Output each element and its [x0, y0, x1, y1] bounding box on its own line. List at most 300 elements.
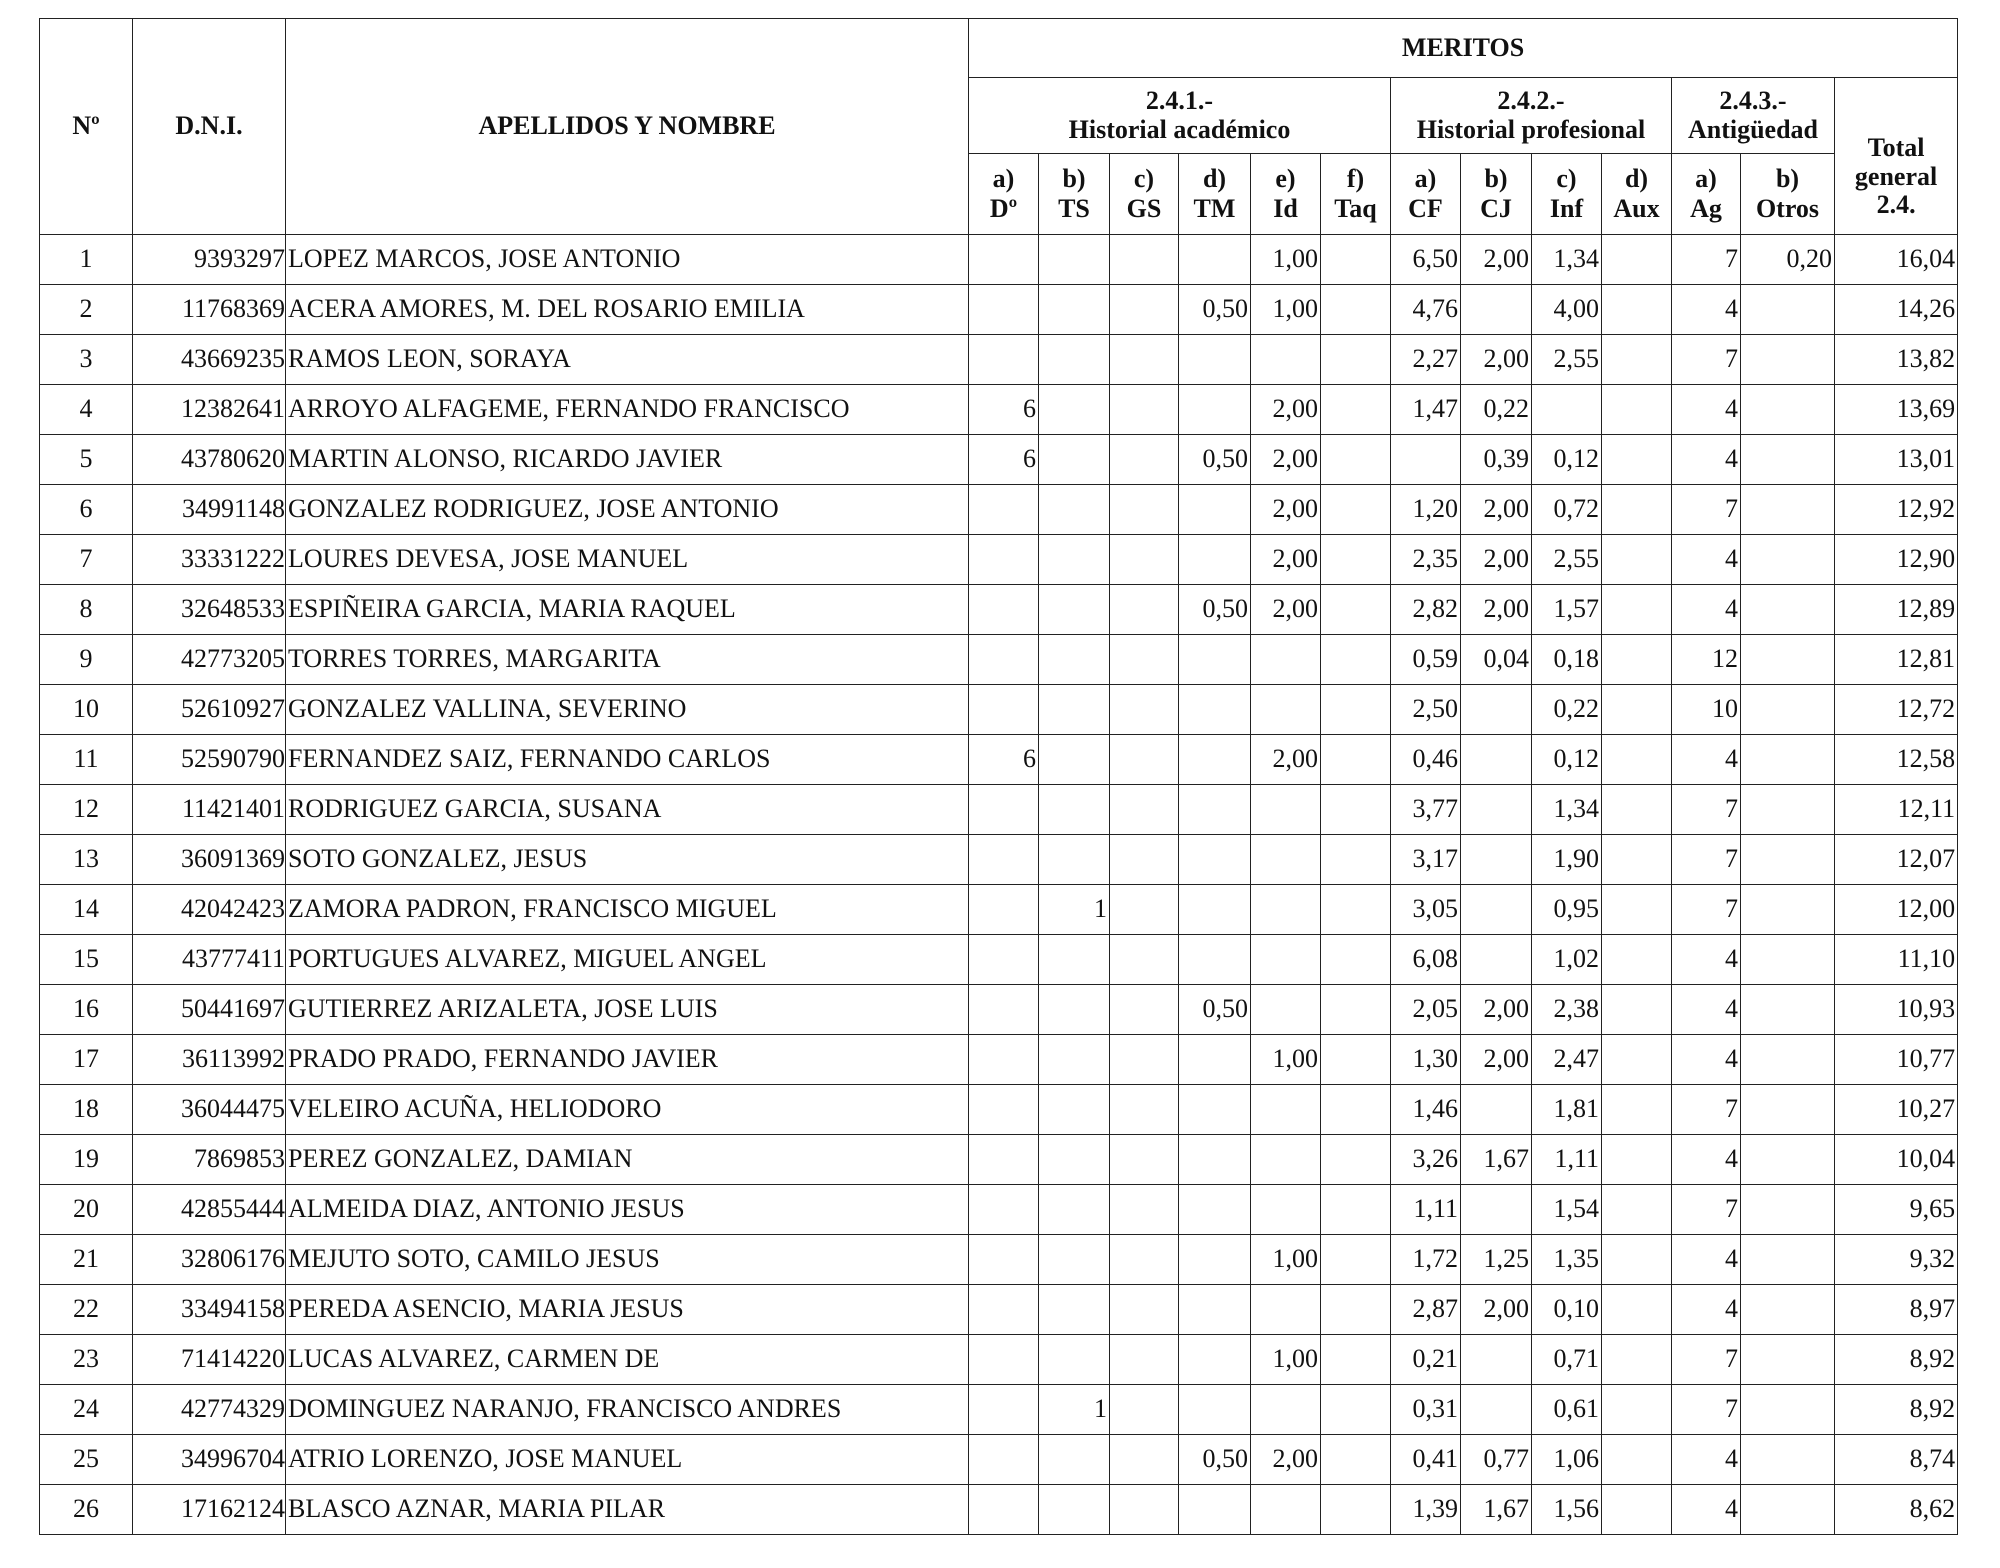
table-row — [40, 1285, 1958, 1335]
merit-cell — [1110, 1335, 1179, 1385]
merit-cell: 0,18 — [1532, 635, 1602, 685]
header-total — [1835, 78, 1958, 235]
merit-cell: 2,00 — [1251, 485, 1321, 535]
merit-cell — [969, 335, 1039, 385]
merit-cell — [1741, 1135, 1835, 1185]
merit-cell: 2,82 — [1391, 585, 1461, 635]
row-dni: 52590790 — [133, 735, 286, 785]
subheader-key: b) — [1775, 164, 1800, 194]
merit-cell — [1251, 1485, 1321, 1535]
merit-cell: 1,35 — [1532, 1235, 1602, 1285]
total-label: general — [1854, 161, 1938, 191]
merit-cell — [1039, 1485, 1110, 1535]
merit-cell: 1,57 — [1532, 585, 1602, 635]
merit-cell — [969, 835, 1039, 885]
merit-cell: 1,02 — [1532, 935, 1602, 985]
merit-cell: 4 — [1672, 385, 1741, 435]
subheader-d — [969, 154, 1039, 235]
row-total: 8,97 — [1835, 1285, 1958, 1335]
merit-cell: 2,00 — [1461, 1285, 1532, 1335]
row-name: VELEIRO ACUÑA, HELIODORO — [286, 1085, 969, 1135]
row-name: DOMINGUEZ NARANJO, FRANCISCO ANDRES — [286, 1385, 969, 1435]
merit-cell — [1321, 335, 1391, 385]
merit-cell — [1039, 1185, 1110, 1235]
table-row — [40, 1185, 1958, 1235]
merit-cell — [1741, 1335, 1835, 1385]
merit-cell — [1741, 585, 1835, 635]
merit-cell: 2,87 — [1391, 1285, 1461, 1335]
merit-cell: 1,46 — [1391, 1085, 1461, 1135]
row-dni: 43780620 — [133, 435, 286, 485]
merit-cell: 6 — [969, 435, 1039, 485]
merit-cell — [1321, 435, 1391, 485]
merit-cell — [1251, 1135, 1321, 1185]
merit-cell: 7 — [1672, 235, 1741, 285]
merit-cell: 1,00 — [1251, 1335, 1321, 1385]
row-number: 1 — [40, 235, 133, 285]
group-title: Historial académico — [1068, 114, 1291, 144]
merit-cell — [969, 1285, 1039, 1335]
merit-cell: 2,00 — [1251, 535, 1321, 585]
row-name: BLASCO AZNAR, MARIA PILAR — [286, 1485, 969, 1535]
merit-cell — [1461, 785, 1532, 835]
merit-cell: 0,22 — [1532, 685, 1602, 735]
merit-cell — [1461, 935, 1532, 985]
header-antiguedad — [1672, 78, 1835, 154]
merit-cell — [969, 885, 1039, 935]
merit-cell — [1741, 1385, 1835, 1435]
merit-cell — [1110, 635, 1179, 685]
subheader-label: Id — [1273, 194, 1298, 223]
merit-cell — [969, 1085, 1039, 1135]
merit-cell: 1,39 — [1391, 1485, 1461, 1535]
row-total: 10,27 — [1835, 1085, 1958, 1135]
merit-cell: 7 — [1672, 835, 1741, 885]
row-total: 10,77 — [1835, 1035, 1958, 1085]
subheader-inf — [1532, 154, 1602, 235]
merit-cell — [1741, 735, 1835, 785]
merit-cell — [1602, 1385, 1672, 1435]
merit-cell: 0,31 — [1391, 1385, 1461, 1435]
merit-cell — [1179, 1035, 1251, 1085]
row-total: 8,62 — [1835, 1485, 1958, 1535]
row-dni: 43777411 — [133, 935, 286, 985]
row-name: MARTIN ALONSO, RICARDO JAVIER — [286, 435, 969, 485]
merit-cell — [1110, 585, 1179, 635]
table-row — [40, 885, 1958, 935]
row-name: GONZALEZ VALLINA, SEVERINO — [286, 685, 969, 735]
merit-cell — [969, 285, 1039, 335]
merit-cell — [1461, 1385, 1532, 1435]
merit-cell — [1321, 1135, 1391, 1185]
merit-cell: 2,00 — [1251, 435, 1321, 485]
merit-cell — [1741, 1085, 1835, 1135]
row-number: 6 — [40, 485, 133, 535]
row-number: 21 — [40, 1235, 133, 1285]
merit-cell: 1,11 — [1391, 1185, 1461, 1235]
merit-cell — [1039, 1285, 1110, 1335]
merit-cell: 6 — [969, 735, 1039, 785]
merit-cell — [1110, 835, 1179, 885]
table-row — [40, 535, 1958, 585]
merit-cell — [1741, 485, 1835, 535]
row-dni: 36091369 — [133, 835, 286, 885]
row-number: 4 — [40, 385, 133, 435]
merit-cell — [1741, 1185, 1835, 1235]
row-name: TORRES TORRES, MARGARITA — [286, 635, 969, 685]
merit-cell: 2,00 — [1251, 1435, 1321, 1485]
merit-cell — [1110, 1435, 1179, 1485]
subheader-label: CJ — [1480, 194, 1512, 223]
row-total: 8,92 — [1835, 1335, 1958, 1385]
merit-cell — [1039, 285, 1110, 335]
merit-cell: 1,00 — [1251, 1235, 1321, 1285]
merit-cell: 1,67 — [1461, 1485, 1532, 1535]
subheader-ts — [1039, 154, 1110, 235]
merit-cell — [1321, 985, 1391, 1035]
total-label: 2.4. — [1876, 190, 1916, 220]
subheader-key: d) — [1624, 164, 1649, 194]
merit-cell: 2,00 — [1461, 535, 1532, 585]
merit-cell: 0,95 — [1532, 885, 1602, 935]
merit-cell: 0,22 — [1461, 385, 1532, 435]
subheader-tm — [1179, 154, 1251, 235]
merit-cell — [1179, 1085, 1251, 1135]
subheader-key: c) — [1556, 164, 1577, 194]
merit-cell: 2,00 — [1251, 385, 1321, 435]
row-name: PEREDA ASENCIO, MARIA JESUS — [286, 1285, 969, 1335]
row-name: GUTIERREZ ARIZALETA, JOSE LUIS — [286, 985, 969, 1035]
merit-cell — [1039, 1035, 1110, 1085]
merit-cell — [1741, 685, 1835, 735]
merit-cell — [1110, 885, 1179, 935]
merit-cell — [1179, 1385, 1251, 1435]
merit-cell — [1741, 935, 1835, 985]
merit-cell: 1,81 — [1532, 1085, 1602, 1135]
merit-cell: 0,77 — [1461, 1435, 1532, 1485]
row-dni: 42042423 — [133, 885, 286, 935]
group-title: Antigüedad — [1687, 114, 1819, 144]
row-dni: 34996704 — [133, 1435, 286, 1485]
merit-cell: 1,72 — [1391, 1235, 1461, 1285]
merit-cell — [1110, 1485, 1179, 1535]
table-row — [40, 485, 1958, 535]
merit-cell — [1039, 685, 1110, 735]
merit-cell — [969, 1035, 1039, 1085]
subheader-label: Ag — [1690, 194, 1722, 223]
merit-cell — [1110, 1185, 1179, 1235]
merit-cell: 4 — [1672, 1435, 1741, 1485]
merit-cell: 0,72 — [1532, 485, 1602, 535]
merit-cell — [1391, 435, 1461, 485]
merit-cell — [1321, 285, 1391, 335]
subheader-label: Taq — [1334, 194, 1377, 223]
merit-cell: 0,50 — [1179, 435, 1251, 485]
subheader-id — [1251, 154, 1321, 235]
table-row — [40, 1435, 1958, 1485]
merit-cell: 0,04 — [1461, 635, 1532, 685]
merit-cell: 2,00 — [1251, 585, 1321, 635]
merit-cell — [1179, 685, 1251, 735]
merit-cell — [1321, 1235, 1391, 1285]
merit-cell — [1461, 1335, 1532, 1385]
merit-cell — [1321, 385, 1391, 435]
merit-cell — [1602, 335, 1672, 385]
header-meritos: MERITOS — [969, 19, 1958, 78]
row-total: 12,81 — [1835, 635, 1958, 685]
row-dni: 71414220 — [133, 1335, 286, 1385]
merit-cell: 1,34 — [1532, 785, 1602, 835]
row-number: 20 — [40, 1185, 133, 1235]
merit-cell — [1602, 1285, 1672, 1335]
merit-cell — [1110, 1235, 1179, 1285]
merit-cell: 6 — [969, 385, 1039, 435]
merit-cell — [1741, 785, 1835, 835]
merit-cell — [1461, 285, 1532, 335]
merit-cell: 2,00 — [1461, 335, 1532, 385]
row-total: 12,00 — [1835, 885, 1958, 935]
merit-cell — [1741, 535, 1835, 585]
table-row — [40, 1335, 1958, 1385]
row-name: FERNANDEZ SAIZ, FERNANDO CARLOS — [286, 735, 969, 785]
merit-cell — [1039, 1235, 1110, 1285]
merit-cell — [969, 1435, 1039, 1485]
merit-cell — [1741, 885, 1835, 935]
merit-cell: 4 — [1672, 435, 1741, 485]
merit-cell — [1602, 385, 1672, 435]
table-row — [40, 785, 1958, 835]
merit-cell — [1602, 635, 1672, 685]
merit-cell: 3,77 — [1391, 785, 1461, 835]
merit-cell: 2,00 — [1461, 585, 1532, 635]
row-number: 15 — [40, 935, 133, 985]
merit-cell: 6,08 — [1391, 935, 1461, 985]
row-total: 11,10 — [1835, 935, 1958, 985]
row-total: 14,26 — [1835, 285, 1958, 335]
merit-cell — [1321, 1485, 1391, 1535]
merit-cell: 1 — [1039, 1385, 1110, 1435]
merit-cell — [1039, 1435, 1110, 1485]
row-number: 16 — [40, 985, 133, 1035]
merit-cell: 4 — [1672, 1135, 1741, 1185]
merit-cell — [1039, 335, 1110, 385]
subheader-key: e) — [1275, 164, 1296, 194]
merit-cell — [1110, 385, 1179, 435]
subheader-label: Inf — [1549, 194, 1584, 223]
merit-cell: 2,00 — [1461, 235, 1532, 285]
row-name: ESPIÑEIRA GARCIA, MARIA RAQUEL — [286, 585, 969, 635]
merit-cell — [1251, 785, 1321, 835]
row-dni: 42855444 — [133, 1185, 286, 1235]
merit-cell: 0,41 — [1391, 1435, 1461, 1485]
merit-cell: 3,26 — [1391, 1135, 1461, 1185]
row-name: RAMOS LEON, SORAYA — [286, 335, 969, 385]
merit-cell — [1321, 1185, 1391, 1235]
merit-cell: 1,30 — [1391, 1035, 1461, 1085]
merit-cell — [1110, 1135, 1179, 1185]
merit-cell — [1251, 1385, 1321, 1435]
merit-cell: 7 — [1672, 485, 1741, 535]
group-code: 2.4.1.- — [1145, 85, 1214, 115]
merit-cell: 1 — [1039, 885, 1110, 935]
merit-cell — [1602, 935, 1672, 985]
row-total: 13,69 — [1835, 385, 1958, 435]
merit-cell: 2,55 — [1532, 535, 1602, 585]
merit-cell: 2,05 — [1391, 985, 1461, 1035]
row-total: 12,89 — [1835, 585, 1958, 635]
merit-cell — [1602, 235, 1672, 285]
merit-cell: 7 — [1672, 1335, 1741, 1385]
row-number: 5 — [40, 435, 133, 485]
merit-cell — [1179, 1135, 1251, 1185]
merit-cell — [1179, 785, 1251, 835]
row-total: 12,90 — [1835, 535, 1958, 585]
row-name: ALMEIDA DIAZ, ANTONIO JESUS — [286, 1185, 969, 1235]
row-total: 12,11 — [1835, 785, 1958, 835]
row-dni: 42774329 — [133, 1385, 286, 1435]
merit-cell — [1602, 435, 1672, 485]
row-number: 23 — [40, 1335, 133, 1385]
merit-cell — [969, 1235, 1039, 1285]
merit-cell: 1,47 — [1391, 385, 1461, 435]
merit-cell — [969, 685, 1039, 735]
row-total: 8,74 — [1835, 1435, 1958, 1485]
merit-cell — [1179, 235, 1251, 285]
subheader-ag — [1672, 154, 1741, 235]
merit-cell: 2,47 — [1532, 1035, 1602, 1085]
merit-cell: 4 — [1672, 935, 1741, 985]
merit-cell: 7 — [1672, 1085, 1741, 1135]
merit-cell: 2,55 — [1532, 335, 1602, 385]
row-name: LOURES DEVESA, JOSE MANUEL — [286, 535, 969, 585]
row-number: 25 — [40, 1435, 133, 1485]
subheader-gs — [1110, 154, 1179, 235]
merit-cell: 7 — [1672, 785, 1741, 835]
merit-cell — [1179, 385, 1251, 435]
row-dni: 50441697 — [133, 985, 286, 1035]
merit-cell: 1,00 — [1251, 285, 1321, 335]
row-name: ACERA AMORES, M. DEL ROSARIO EMILIA — [286, 285, 969, 335]
row-number: 22 — [40, 1285, 133, 1335]
merit-cell: 0,46 — [1391, 735, 1461, 785]
header-dni: D.N.I. — [133, 19, 286, 235]
table-row — [40, 385, 1958, 435]
table-row — [40, 235, 1958, 285]
table-row — [40, 285, 1958, 335]
merit-cell — [1321, 1435, 1391, 1485]
merit-cell — [1602, 1185, 1672, 1235]
merit-cell — [1110, 435, 1179, 485]
merit-cell — [1039, 235, 1110, 285]
merit-cell: 2,00 — [1461, 985, 1532, 1035]
row-total: 13,82 — [1835, 335, 1958, 385]
row-number: 18 — [40, 1085, 133, 1135]
subheader-key: a) — [992, 164, 1015, 194]
merit-cell — [1602, 685, 1672, 735]
row-dni: 42773205 — [133, 635, 286, 685]
subheader-otros — [1741, 154, 1835, 235]
merit-cell — [1741, 285, 1835, 335]
merit-cell: 4 — [1672, 985, 1741, 1035]
merit-cell — [1602, 535, 1672, 585]
table-row — [40, 585, 1958, 635]
group-code: 2.4.3.- — [1719, 85, 1787, 115]
merit-cell — [1110, 1085, 1179, 1135]
table-row — [40, 335, 1958, 385]
merit-cell: 0,20 — [1741, 235, 1835, 285]
row-name: LOPEZ MARCOS, JOSE ANTONIO — [286, 235, 969, 285]
row-number: 14 — [40, 885, 133, 935]
subheader-label: Otros — [1755, 194, 1820, 223]
table-row — [40, 735, 1958, 785]
merit-cell — [1532, 385, 1602, 435]
merit-cell — [1741, 1285, 1835, 1335]
merit-cell — [1741, 985, 1835, 1035]
merit-cell — [1602, 985, 1672, 1035]
merit-cell: 4,76 — [1391, 285, 1461, 335]
merit-cell — [1741, 1435, 1835, 1485]
row-number: 26 — [40, 1485, 133, 1535]
merit-cell: 10 — [1672, 685, 1741, 735]
merit-cell — [1741, 1035, 1835, 1085]
merit-cell: 0,61 — [1532, 1385, 1602, 1435]
merit-cell — [1461, 835, 1532, 885]
merit-cell — [1461, 735, 1532, 785]
merit-cell: 7 — [1672, 335, 1741, 385]
merit-cell: 1,11 — [1532, 1135, 1602, 1185]
row-dni: 32648533 — [133, 585, 286, 635]
row-total: 10,04 — [1835, 1135, 1958, 1185]
subheader-taq — [1321, 154, 1391, 235]
row-dni: 52610927 — [133, 685, 286, 735]
row-name: PORTUGUES ALVAREZ, MIGUEL ANGEL — [286, 935, 969, 985]
merit-cell: 4 — [1672, 535, 1741, 585]
merit-cell — [1251, 1185, 1321, 1235]
merit-cell — [1602, 585, 1672, 635]
subheader-label: Aux — [1613, 194, 1660, 223]
row-dni: 9393297 — [133, 235, 286, 285]
subheader-label: Dº — [989, 194, 1018, 223]
row-number: 2 — [40, 285, 133, 335]
merit-cell — [969, 1135, 1039, 1185]
row-total: 12,58 — [1835, 735, 1958, 785]
merit-cell: 1,56 — [1532, 1485, 1602, 1535]
merit-cell — [1110, 985, 1179, 1035]
merit-cell: 1,67 — [1461, 1135, 1532, 1185]
merit-cell — [1321, 235, 1391, 285]
merit-cell: 2,35 — [1391, 535, 1461, 585]
table-row — [40, 1235, 1958, 1285]
row-total: 12,72 — [1835, 685, 1958, 735]
merit-cell — [1179, 835, 1251, 885]
merit-cell — [1741, 385, 1835, 435]
merit-cell — [1602, 885, 1672, 935]
merit-cell: 1,34 — [1532, 235, 1602, 285]
table-row — [40, 1085, 1958, 1135]
merit-cell: 0,50 — [1179, 285, 1251, 335]
table-row — [40, 985, 1958, 1035]
merit-cell — [1179, 935, 1251, 985]
merit-cell — [1110, 735, 1179, 785]
merit-cell — [1179, 335, 1251, 385]
merit-cell: 0,39 — [1461, 435, 1532, 485]
merit-cell — [1321, 735, 1391, 785]
merit-cell — [1321, 1385, 1391, 1435]
row-number: 11 — [40, 735, 133, 785]
merit-cell — [1179, 485, 1251, 535]
header-no: Nº — [40, 19, 133, 235]
merit-cell — [1602, 1435, 1672, 1485]
